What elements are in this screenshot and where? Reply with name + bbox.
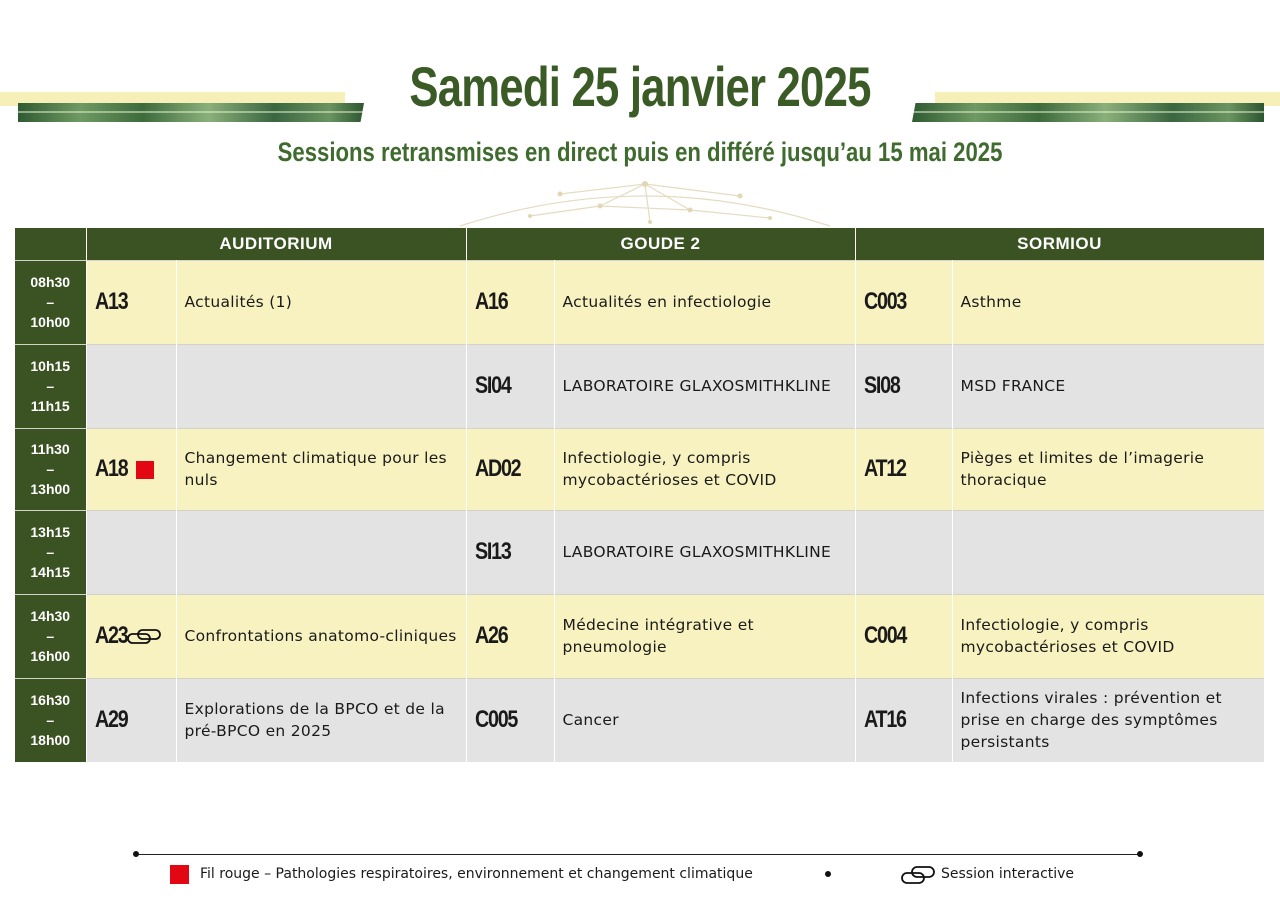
- session-code: SI04: [466, 344, 554, 428]
- session-title: MSD FRANCE: [952, 344, 1264, 428]
- interactive-session-legend-label: Session interactive: [941, 866, 1075, 882]
- footer-dot-right: [1137, 851, 1143, 857]
- column-header-goude-2: GOUDE 2: [466, 228, 855, 260]
- time-slot: 11h30 – 13h00: [15, 428, 86, 510]
- session-code: A16: [466, 260, 554, 344]
- session-code: SI08: [855, 344, 952, 428]
- session-code: C003: [855, 260, 952, 344]
- session-code: AD02: [466, 428, 554, 510]
- fil-rouge-marker: [136, 461, 154, 479]
- session-title: [176, 510, 466, 594]
- session-code: [86, 344, 176, 428]
- time-slot: 08h30 – 10h00: [15, 260, 86, 344]
- session-code: [855, 510, 952, 594]
- session-code: [86, 510, 176, 594]
- table-row: [15, 344, 1264, 428]
- session-title: LABORATOIRE GLAXOSMITHKLINE: [554, 510, 855, 594]
- fil-rouge-legend-label: Fil rouge – Pathologies respiratoires, environnement et changement climatique: [200, 866, 753, 882]
- session-title: Cancer: [554, 678, 855, 762]
- session-title: Infectiologie, y compris mycobactérioses et COVID: [952, 594, 1264, 678]
- session-title: Médecine intégrative et pneumologie: [554, 594, 855, 678]
- interactive-session-legend-icon: [900, 864, 936, 886]
- table-row: [15, 428, 1264, 510]
- session-title: Asthme: [952, 260, 1264, 344]
- time-slot: 10h15 – 11h15: [15, 344, 86, 428]
- session-code: A18: [86, 428, 176, 510]
- session-title: LABORATOIRE GLAXOSMITHKLINE: [554, 344, 855, 428]
- time-slot: 16h30 – 18h00: [15, 678, 86, 762]
- session-code: SI13: [466, 510, 554, 594]
- table-row: [15, 594, 1264, 678]
- session-title: Explorations de la BPCO et de la pré-BPCO en 2025: [176, 678, 466, 762]
- session-code: C005: [466, 678, 554, 762]
- session-title: Changement climatique pour les nuls: [176, 428, 466, 510]
- session-code: A29: [86, 678, 176, 762]
- schedule-table: [15, 228, 1265, 762]
- session-code: AT16: [855, 678, 952, 762]
- session-title: Confrontations anatomo-cliniques: [176, 594, 466, 678]
- legend-separator-dot: [825, 871, 831, 877]
- time-slot: 14h30 – 16h00: [15, 594, 86, 678]
- page-title: Samedi 25 janvier 2025: [409, 55, 871, 118]
- table-row: [15, 260, 1264, 344]
- session-title: Actualités en infectiologie: [554, 260, 855, 344]
- table-row: [15, 678, 1264, 762]
- footer-divider: [136, 854, 1140, 855]
- interactive-link-icon: [126, 627, 162, 647]
- table-header-row: [15, 228, 1264, 260]
- column-header-sormiou: SORMIOU: [855, 228, 1264, 260]
- session-title: [952, 510, 1264, 594]
- time-slot: 13h15 – 14h15: [15, 510, 86, 594]
- session-code: A26: [466, 594, 554, 678]
- session-title: Infections virales : prévention et prise en charge des symptômes persistants: [952, 678, 1264, 762]
- footer-dot-left: [133, 851, 139, 857]
- page-subtitle: Sessions retransmises en direct puis en différé jusqu’au 15 mai 2025: [277, 137, 1003, 167]
- session-code: A13: [86, 260, 176, 344]
- network-graphic: [440, 176, 850, 228]
- session-code: A23: [86, 594, 176, 678]
- session-title: Infectiologie, y compris mycobactérioses et COVID: [554, 428, 855, 510]
- session-title: Actualités (1): [176, 260, 466, 344]
- session-title: [176, 344, 466, 428]
- session-code: AT12: [855, 428, 952, 510]
- time-column-header: [15, 228, 86, 260]
- fil-rouge-legend-marker: [170, 865, 189, 884]
- session-title: Pièges et limites de l’imagerie thoracique: [952, 428, 1264, 510]
- session-code: C004: [855, 594, 952, 678]
- column-header-auditorium: AUDITORIUM: [86, 228, 466, 260]
- table-row: [15, 510, 1264, 594]
